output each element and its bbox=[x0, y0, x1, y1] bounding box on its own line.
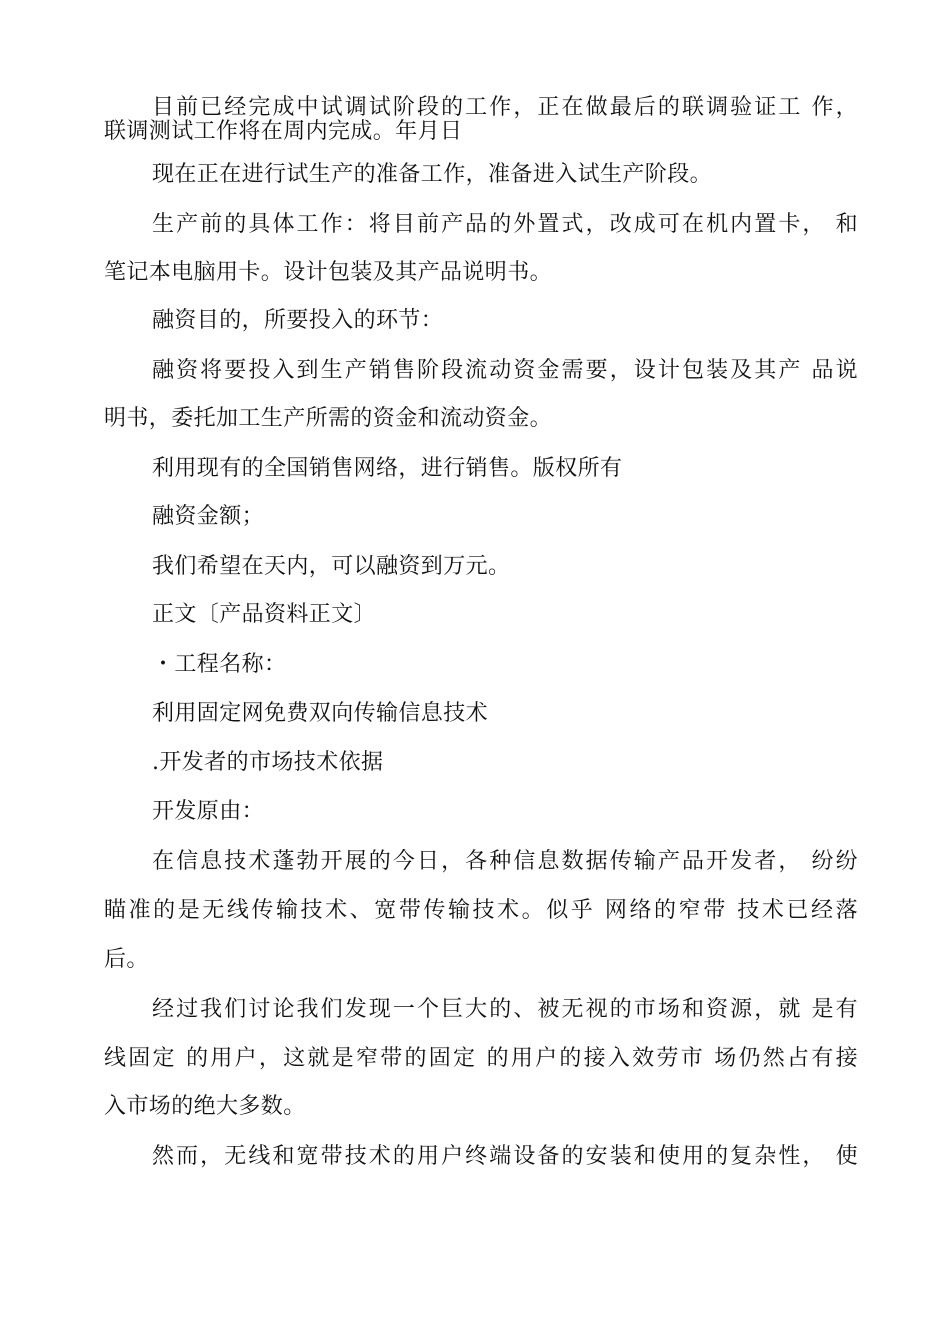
text-line-13: ・工程名称： bbox=[152, 652, 287, 677]
text-line-23: 然而，无线和宽带技术的用户终端设备的安装和使用的复杂性， 使 bbox=[152, 1144, 858, 1169]
text-line-15: .开发者的市场技术依据 bbox=[152, 750, 384, 775]
text-line-9: 利用现有的全国销售网络，进行销售。版权所有 bbox=[152, 456, 623, 481]
text-line-4: 生产前的具体工作：将目前产品的外置式，改成可在机内置卡， 和 bbox=[152, 212, 858, 237]
text-line-17: 在信息技术蓬勃开展的今日，各种信息数据传输产品开发者， 纷纷 bbox=[152, 849, 858, 874]
text-line-20: 经过我们讨论我们发现一个巨大的、被无视的市场和资源，就 是有 bbox=[152, 997, 858, 1022]
text-line-3: 现在正在进行试生产的准备工作，准备进入试生产阶段。 bbox=[152, 162, 713, 187]
text-line-5: 笔记本电脑用卡。设计包装及其产品说明书。 bbox=[104, 260, 553, 285]
text-line-2: 联调测试工作将在周内完成。年月日 bbox=[104, 119, 463, 144]
text-line-22: 入市场的绝大多数。 bbox=[104, 1094, 306, 1119]
text-line-1: 目前已经完成中试调试阶段的工作，正在做最后的联调验证工 作， bbox=[152, 95, 858, 120]
text-line-10: 融资金额； bbox=[152, 504, 265, 529]
text-line-12: 正文〔产品资料正文〕 bbox=[152, 602, 377, 627]
text-line-16: 开发原由： bbox=[152, 799, 265, 824]
text-line-11: 我们希望在天内，可以融资到万元。 bbox=[152, 554, 511, 579]
text-line-7: 融资将要投入到生产销售阶段流动资金需要，设计包装及其产 品说 bbox=[152, 358, 858, 383]
text-line-19: 后。 bbox=[104, 947, 149, 972]
text-line-6: 融资目的，所要投入的环节： bbox=[152, 308, 444, 333]
text-line-21: 线固定 的用户，这就是窄带的固定 的用户的接入效劳市 场仍然占有接 bbox=[104, 1046, 858, 1071]
text-line-18: 瞄准的是无线传输技术、宽带传输技术。似乎 网络的窄带 技术已经落 bbox=[104, 898, 858, 923]
text-line-14: 利用固定网免费双向传输信息技术 bbox=[152, 701, 489, 726]
text-line-8: 明书，委托加工生产所需的资金和流动资金。 bbox=[104, 406, 553, 431]
